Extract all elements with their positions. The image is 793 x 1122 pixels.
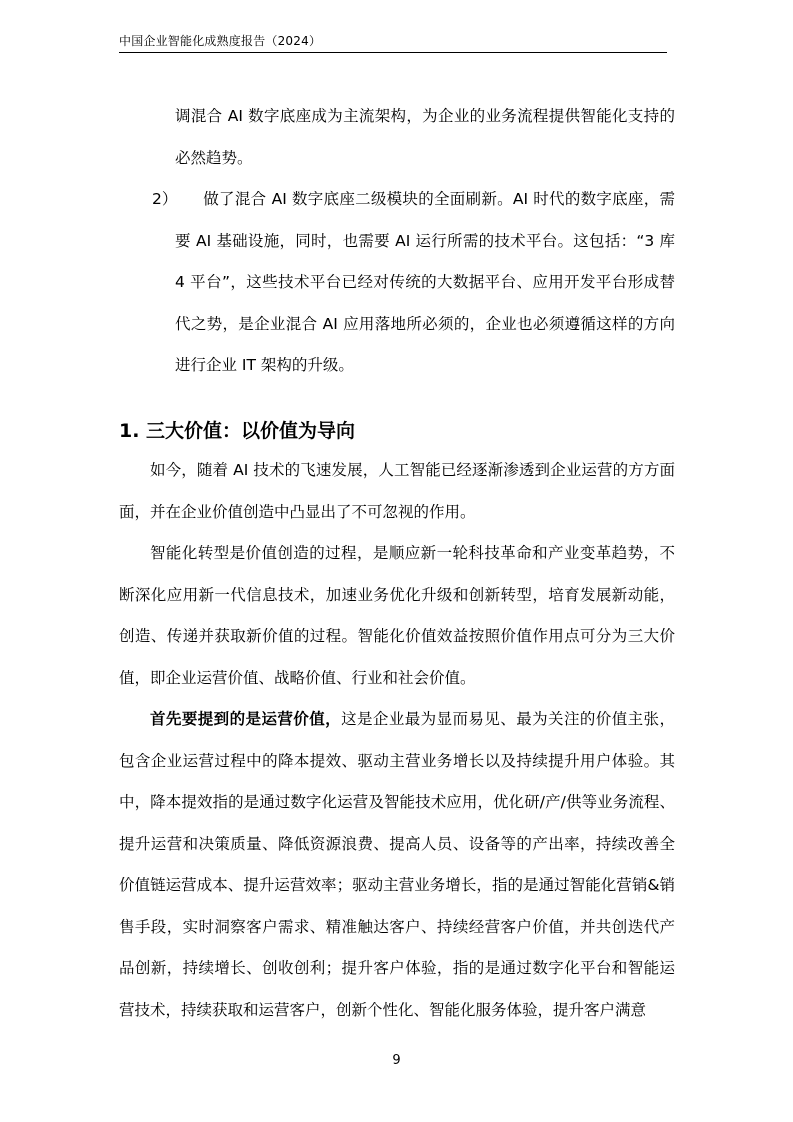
paragraph-3-text: 这是企业最为显而易见、最为关注的价值主张，包含企业运营过程中的降本提效、驱动主营业务增长以及持续提升用户体验。其中，降本提效指的是通过数字化运营及智能技术应用，优化研/产/供等业务流程、提升运营和决策质量、降低资源浪费、提高人员、设备等的产出率，持续改善全价值链运营成本、提升运营效率；驱动主营业务增长，指的是通过智能化营销&销售手段，实时洞察客户需求、精准触达客户、持续经营客户价值，并共创迭代产品创新，持续增长、创收创利；提升客户体验，指的是通过数字化平台和智能运营技术，持续获取和运营客户，创新个性化、智能化服务体验，提升客户满意 [119,710,675,1019]
list-item-2-number: 2） [152,190,178,208]
list-item-2 [119,179,675,387]
section-heading: 1. 三大价值：以价值为导向 [119,420,356,442]
list-item-2-text: 做了混合 AI 数字底座二级模块的全面刷新。AI 时代的数字底座，需要 AI 基础设施，同时，也需要 AI 运行所需的技术平台。这包括：“3 库 4 平台”，这些技术平台已经对传统的大数据平台、应用开发平台形成替代之势，是企业混合 AI 应用落地所必须的，企业也必须遵循这样的方向进行企业 IT 架构的升级。 [175,190,675,374]
body-paragraph-2: 智能化转型是价值创造的过程，是顺应新一轮科技革命和产业变革趋势，不断深化应用新一代信息技术，加速业务优化升级和创新转型，培育发展新动能，创造、传递并获取新价值的过程。智能化价值效益按照价值作用点可分为三大价值，即企业运营价值、战略价值、行业和社会价值。 [119,544,675,687]
page-number: 9 [392,1053,401,1068]
body-paragraph-1: 如今，随着 AI 技术的飞速发展，人工智能已经逐渐渗透到企业运营的方方面面，并在企业价值创造中凸显出了不可忽视的作用。 [119,461,675,521]
paragraph-3-lead: 首先要提到的是运营价值， [150,710,342,728]
body-paragraph-3 [119,699,675,1031]
header-divider [119,52,667,53]
running-header: 中国企业智能化成熟度报告（2024） [119,34,322,48]
list-item-1-continuation: 调混合 AI 数字底座成为主流架构，为企业的业务流程提供智能化支持的必然趋势。 [175,107,675,167]
